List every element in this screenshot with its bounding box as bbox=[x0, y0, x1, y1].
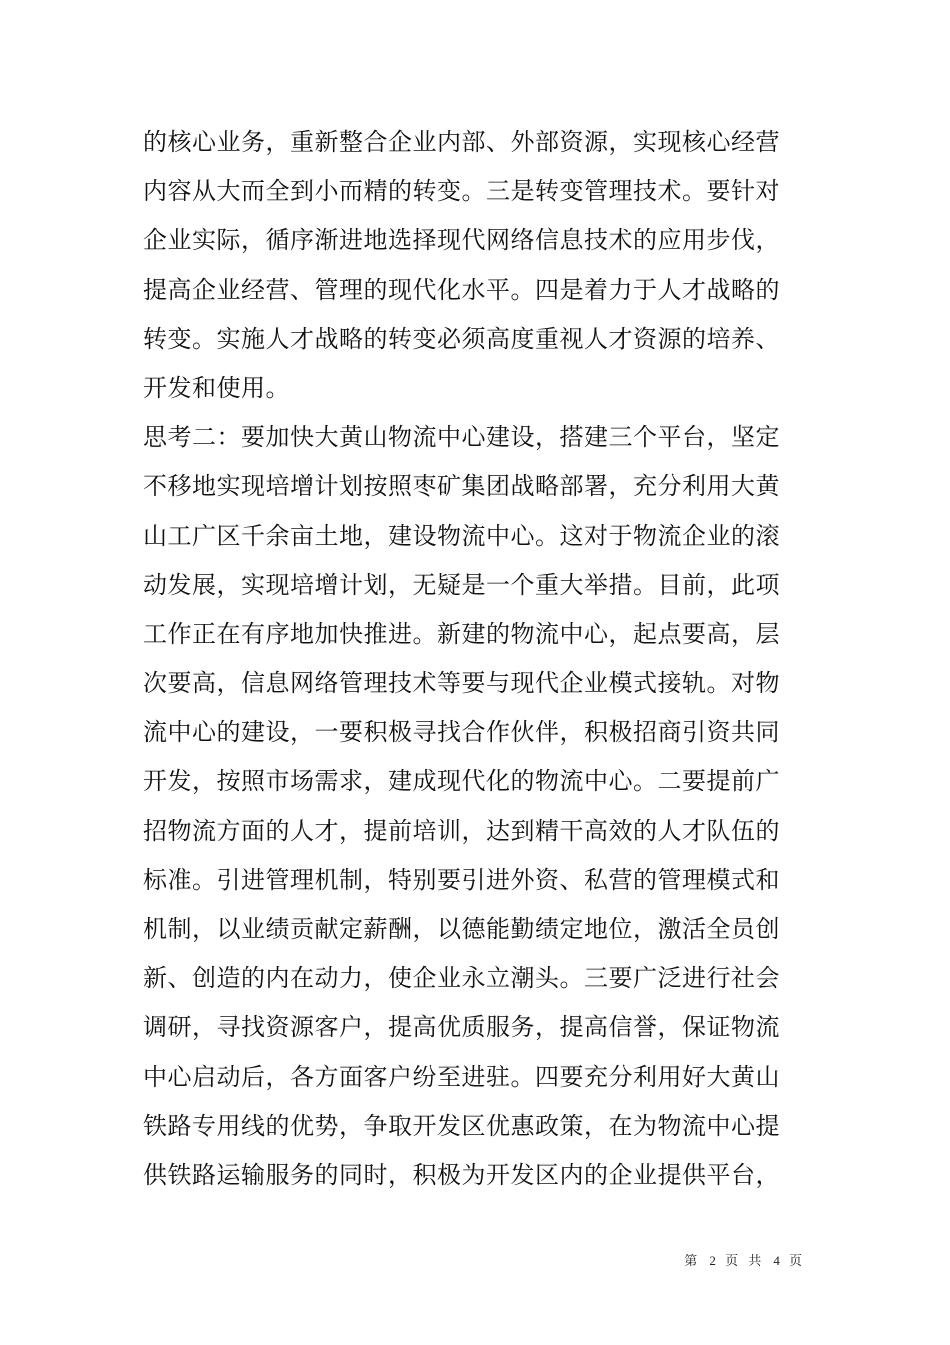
total-pages-number: 4 bbox=[773, 1253, 780, 1268]
text-line: 的核心业务，重新整合企业内部、外部资源，实现核心经营 bbox=[143, 128, 780, 156]
text-line: 中心启动后，各方面客户纷至进驻。四要充分利用好大黄山 bbox=[143, 1062, 780, 1091]
text-line: 铁路专用线的优势，争取开发区优惠政策，在为物流中心提 bbox=[143, 1111, 780, 1140]
text-line: 供铁路运输服务的同时，积极为开发区内的企业提供平台， bbox=[143, 1160, 780, 1189]
text-line: 提高企业经营、管理的现代化水平。四是着力于人才战略的 bbox=[143, 275, 780, 304]
text-line: 企业实际，循序渐进地选择现代网络信息技术的应用步伐， bbox=[143, 226, 780, 255]
text-line: 招物流方面的人才，提前培训，达到精干高效的人才队伍的 bbox=[143, 816, 780, 845]
text-line: 不移地实现培增计划按照枣矿集团战略部署，充分利用大黄 bbox=[143, 472, 780, 501]
text-line: 开发，按照市场需求，建成现代化的物流中心。二要提前广 bbox=[143, 767, 780, 796]
body-text bbox=[143, 118, 780, 1200]
text-line: 思考二：要加快大黄山物流中心建设，搭建三个平台，坚定 bbox=[143, 423, 780, 452]
text-line: 次要高，信息网络管理技术等要与现代企业模式接轨。对物 bbox=[143, 669, 780, 698]
current-page-number: 2 bbox=[709, 1253, 716, 1268]
text-line: 山工广区千余亩土地，建设物流中心。这对于物流企业的滚 bbox=[143, 521, 780, 550]
text-line: 转变。实施人才战略的转变必须高度重视人才资源的培养、 bbox=[143, 324, 780, 353]
text-line: 机制，以业绩贡献定薪酬，以德能勤绩定地位，激活全员创 bbox=[143, 915, 780, 943]
text-line: 工作正在有序地加快推进。新建的物流中心，起点要高，层 bbox=[143, 619, 780, 648]
text-line: 内容从大而全到小而精的转变。三是转变管理技术。要针对 bbox=[143, 177, 780, 206]
text-line: 调研，寻找资源客户，提高优质服务，提高信誉，保证物流 bbox=[143, 1013, 780, 1042]
footer-prefix: 第 bbox=[684, 1254, 701, 1269]
text-line: 动发展，实现培增计划，无疑是一个重大举措。目前，此项 bbox=[143, 570, 780, 599]
text-line: 流中心的建设，一要积极寻找合作伙伴，积极招商引资共同 bbox=[143, 718, 780, 747]
footer-middle: 页 共 bbox=[725, 1254, 765, 1269]
text-line: 新、创造的内在动力，使企业永立潮头。三要广泛进行社会 bbox=[143, 964, 780, 993]
text-line: 开发和使用。 bbox=[143, 373, 290, 402]
footer-suffix: 页 bbox=[788, 1254, 805, 1269]
text-line: 标准。引进管理机制，特别要引进外资、私营的管理模式和 bbox=[143, 865, 780, 894]
page-number-footer bbox=[684, 1250, 805, 1269]
